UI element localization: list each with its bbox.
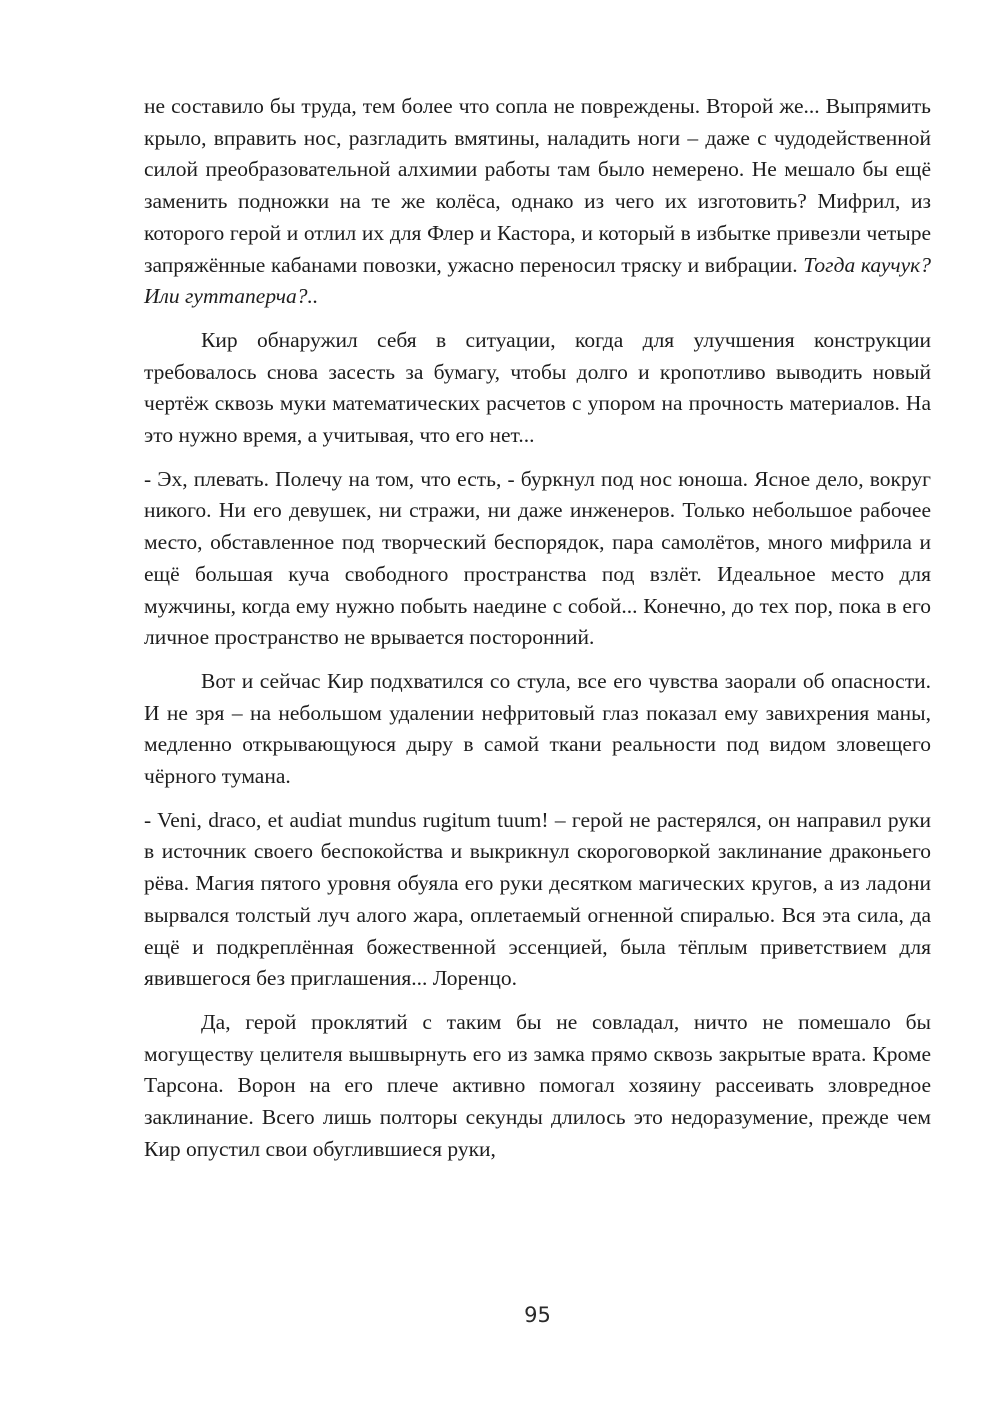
paragraph [144, 666, 931, 793]
paragraph-text: Вот и сейчас Кир подхватился со стула, все его чувства заорали об опасности. И не зря – на небольшом удалении нефритовый глаз показал ему завихрения маны, медленно открывающуюся дыру в самой ткани реальности под видом зловещего чёрного тумана. [144, 668, 931, 789]
paragraph-text: - Эх, плевать. Полечу на том, что есть, - буркнул под нос юноша. Ясное дело, вокруг никого. Ни его девушек, ни стражи, ни даже инженеров. Только небольшое рабочее место, обставленное под творческий беспорядок, пара самолётов, много мифрила и ещё большая куча свободного пространства под взлёт. Идеальное место для мужчины, когда ему нужно побыть наедине с собой... Конечно, до тех пор, пока в его личное пространство не врывается посторонний. [144, 466, 931, 650]
page-content [144, 91, 931, 1178]
paragraph-text: Кир обнаружил себя в ситуации, когда для улучшения конструкции требовалось снова засесть за бумагу, чтобы долго и кропотливо выводить новый чертёж сквозь муки математических расчетов с упором на прочность материалов. На это нужно время, а учитывая, что его нет... [144, 327, 931, 448]
paragraph [144, 325, 931, 452]
paragraph-text: - Veni, draco, et audiat mundus rugitum tuum! – герой не растерялся, он направил руки в источник своего беспокойства и выкрикнул скороговоркой заклинание драконьего рёва. Магия пятого уровня обуяла его руки десятком магических кругов, а из ладони вырвался толстый луч алого жара, оплетаемый огненной спиралью. Вся эта сила, да ещё и подкреплённая божественной эссенцией, была тёплым приветствием для явившегося без приглашения... Лоренцо. [144, 807, 931, 991]
paragraph [144, 1007, 931, 1166]
paragraph-text: Да, герой проклятий с таким бы не совладал, ничто не помешало бы могуществу целителя вышвырнуть его из замка прямо сквозь закрытые врата. Кроме Тарсона. Ворон на его плече активно помогал хозяину рассеивать зловредное заклинание. Всего лишь полторы секунды длилось это недоразумение, прежде чем Кир опустил свои обуглившиеся руки, [144, 1009, 931, 1161]
paragraph-text: не составило бы труда, тем более что сопла не повреждены. Второй же... Выпрямить крыло, вправить нос, разгладить вмятины, наладить ноги – даже с чудодейственной силой преобразовательной алхимии работы там было немерено. Не мешало бы ещё заменить подножки на те же колёса, однако из чего их изготовить? Мифрил, из которого герой и отлил их для Флер и Кастора, и который в избытке привезли четыре запряжённые кабанами повозки, ужасно переносил тряску и вибрации. [144, 94, 931, 277]
paragraph-italic-text: Тогда каучук? Или гуттаперча?.. [144, 252, 931, 309]
paragraph-continuation [144, 91, 931, 313]
page-number: 95 [524, 1303, 551, 1327]
paragraph-dialogue [144, 464, 931, 654]
paragraph-dialogue [144, 805, 931, 995]
